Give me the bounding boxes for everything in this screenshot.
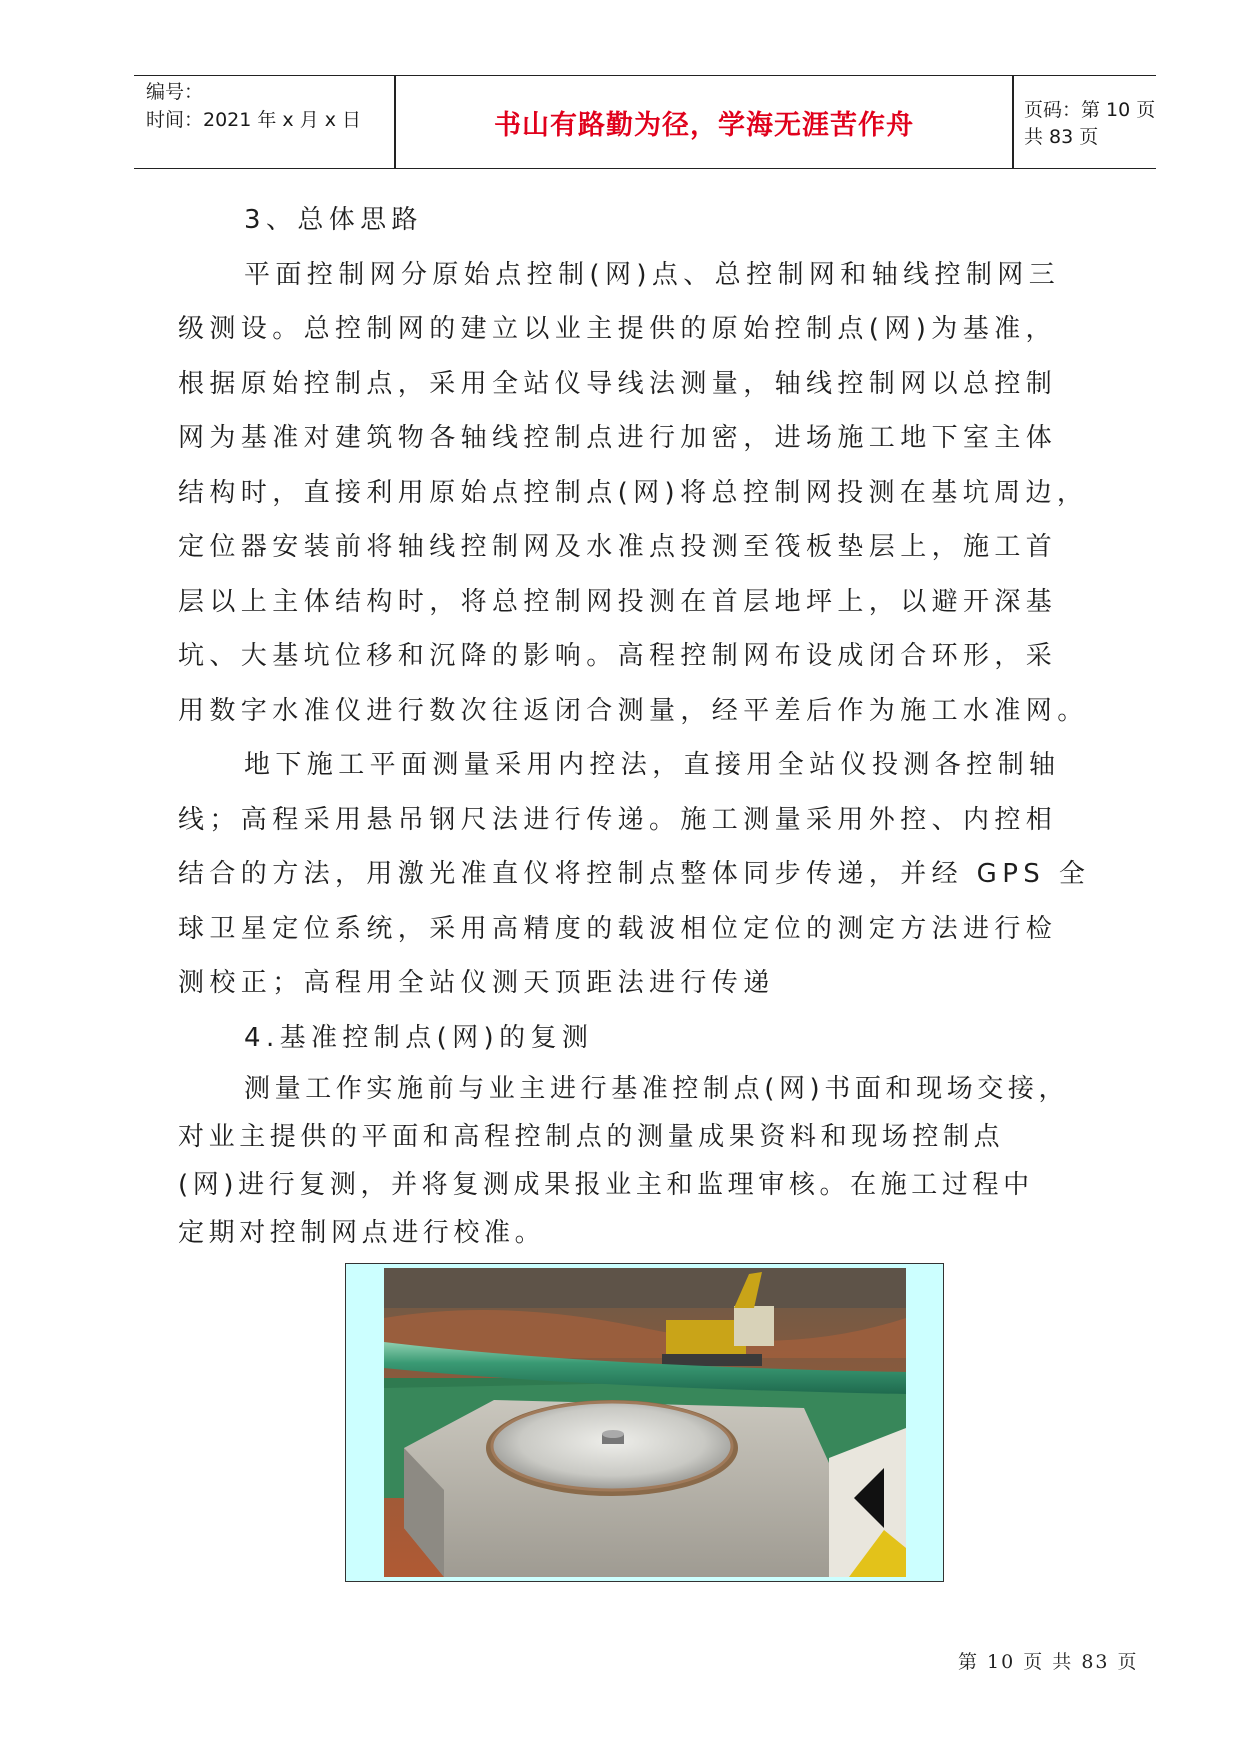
- paragraph-line: 坑、大基坑位移和沉降的影响。高程控制网布设成闭合环形，采: [178, 641, 1058, 671]
- section-heading: 3、总体思路: [244, 205, 423, 235]
- paragraph-line: 地下施工平面测量采用内控法，直接用全站仪投测各控制轴: [244, 750, 1061, 780]
- paragraph-line: 层以上主体结构时，将总控制网投测在首层地坪上，以避开深基: [178, 586, 1058, 617]
- number-label: 编号：: [146, 81, 204, 103]
- motto: 书山有路勤为径，学海无涯苦作舟: [494, 109, 914, 141]
- survey-control-point-photo: [384, 1268, 906, 1577]
- page-label: 页码：第 10 页 共 83 页: [1024, 99, 1156, 148]
- section-heading: 4.基准控制点(网)的复测: [244, 1022, 594, 1053]
- paragraph-line: 网为基准对建筑物各轴线控制点进行加密，进场施工地下室主体: [178, 423, 1058, 453]
- paragraph-line: 测校正；高程用全站仪测天顶距法进行传递: [178, 968, 775, 998]
- paragraph-line: 平面控制网分原始点控制(网)点、总控制网和轴线控制网三: [244, 259, 1061, 290]
- paragraph-line: 球卫星定位系统，采用高精度的载波相位定位的测定方法进行检: [178, 913, 1058, 944]
- paragraph-line: 根据原始控制点，采用全站仪导线法测量，轴线控制网以总控制: [178, 368, 1058, 399]
- paragraph-line: (网)进行复测，并将复测成果报业主和监理审核。在施工过程中: [178, 1170, 1034, 1200]
- time-label: 时间：2021 年 x 月 x 日: [146, 109, 362, 131]
- photo-frame: [345, 1263, 944, 1582]
- page-footer: 第 10 页 共 83 页: [958, 1651, 1139, 1673]
- paragraph-line: 用数字水准仪进行数次往返闭合测量，经平差后作为施工水准网。: [178, 695, 1089, 726]
- header-motto-cell: [396, 76, 1012, 168]
- header-table: [134, 75, 1156, 169]
- paragraph-line: 对业主提供的平面和高程控制点的测量成果资料和现场控制点: [178, 1122, 1005, 1152]
- paragraph-line: 测量工作实施前与业主进行基准控制点(网)书面和现场交接，: [244, 1074, 1070, 1104]
- paragraph-line: 结构时，直接利用原始点控制点(网)将总控制网投测在基坑周边，: [178, 477, 1089, 508]
- paragraph-line: 级测设。总控制网的建立以业主提供的原始控制点(网)为基准，: [178, 314, 1057, 344]
- paragraph-line: 线；高程采用悬吊钢尺法进行传递。施工测量采用外控、内控相: [178, 804, 1058, 835]
- paragraph-line: 结合的方法，用激光准直仪将控制点整体同步传递，并经 GPS 全: [178, 859, 1091, 889]
- document-body: [178, 193, 1118, 1257]
- paragraph-line: 定期对控制网点进行校准。: [178, 1218, 546, 1248]
- paragraph-line: 定位器安装前将轴线控制网及水准点投测至筏板垫层上，施工首: [178, 532, 1058, 562]
- header-meta: [146, 78, 396, 166]
